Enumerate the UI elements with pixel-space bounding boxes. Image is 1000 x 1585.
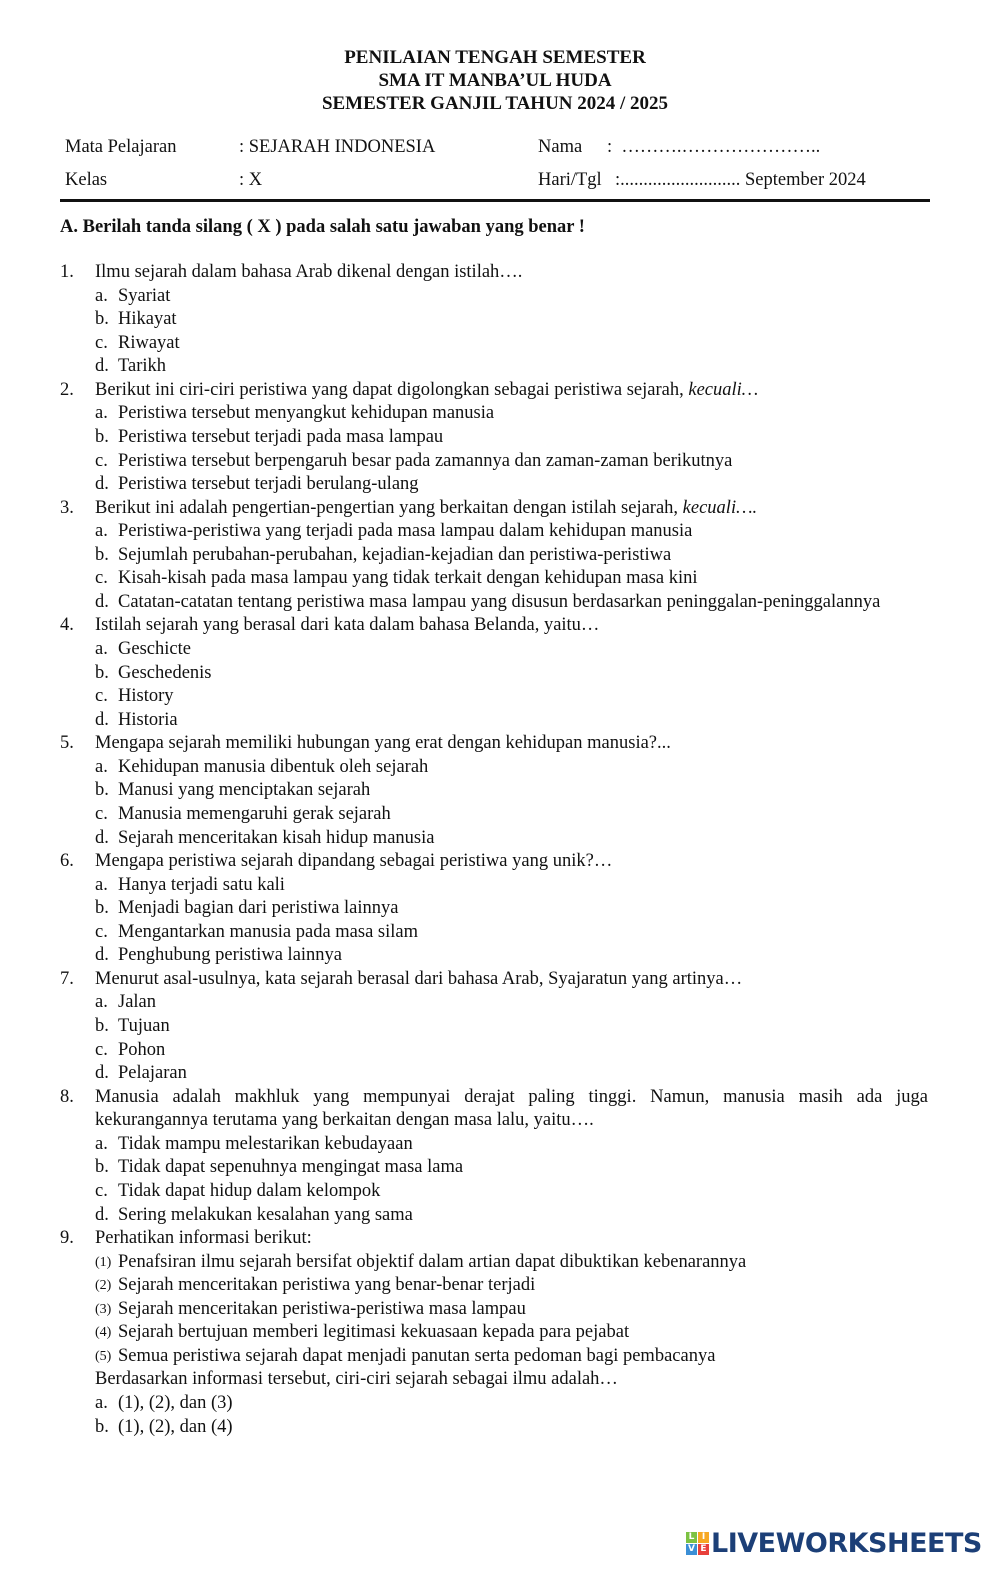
answer-option[interactable] [95, 1180, 928, 1204]
liveworksheets-logo [686, 1528, 982, 1559]
answer-option[interactable] [95, 944, 928, 968]
question-stem: Istilah sejarah yang berasal dari kata dalam bahasa Belanda, yaitu… [95, 615, 600, 636]
answer-option-label: d. [95, 709, 109, 730]
question-emphasis: kecuali… [688, 379, 759, 400]
answer-option-label: b. [95, 544, 109, 565]
answer-option-label: d. [95, 945, 109, 966]
question-text [95, 1227, 928, 1251]
answer-option-text: Syariat [118, 285, 171, 306]
logo-block: L [686, 1532, 697, 1543]
date-label: Hari/Tgl [538, 170, 602, 190]
answer-option-text: Manusia memengaruhi gerak sejarah [118, 803, 391, 824]
statement-text: Sejarah menceritakan peristiwa yang benar-benar terjadi [118, 1275, 536, 1296]
answer-option-label: b. [95, 309, 109, 330]
answer-option-label: a. [95, 639, 108, 659]
answer-option-text: Sejarah menceritakan kisah hidup manusia [118, 827, 435, 848]
answer-option-label: b. [95, 662, 109, 683]
answer-option[interactable] [95, 1416, 928, 1440]
question-text [95, 379, 928, 403]
answer-option-text: Tarikh [118, 356, 167, 377]
answer-option[interactable] [95, 308, 928, 332]
answer-option[interactable] [95, 426, 928, 450]
question-stem: Mengapa sejarah memiliki hubungan yang erat dengan kehidupan manusia?... [95, 733, 671, 754]
answer-option[interactable] [95, 402, 928, 426]
answer-option[interactable] [95, 803, 928, 827]
answer-option[interactable] [95, 591, 928, 615]
date-field: :.......................... September 2024 [615, 170, 866, 190]
question-number: 5. [60, 733, 74, 754]
question-1 [60, 261, 928, 285]
answer-option-text: Hikayat [118, 309, 177, 330]
answer-option[interactable] [95, 1133, 928, 1157]
question-5 [60, 732, 928, 756]
answer-option-text: Historia [118, 709, 178, 730]
statement [95, 1345, 928, 1369]
answer-option-text: Pohon [118, 1039, 166, 1060]
answer-option-text: Riwayat [118, 332, 180, 353]
statement [95, 1321, 928, 1345]
statement-text: Sejarah menceritakan peristiwa-peristiwa masa lampau [118, 1298, 526, 1319]
school-name: SMA IT MANBA’UL HUDA [378, 70, 612, 91]
answer-option[interactable] [95, 662, 928, 686]
answer-option[interactable] [95, 1204, 928, 1228]
answer-option-text: Manusi yang menciptakan sejarah [118, 780, 371, 801]
answer-option[interactable] [95, 544, 928, 568]
question-text [95, 1086, 928, 1133]
subject-label: Mata Pelajaran [65, 137, 177, 157]
answer-option-label: a. [95, 756, 108, 777]
answer-option-label: a. [95, 1393, 108, 1413]
statement-text: Penafsiran ilmu sejarah bersifat objektif dalam artian dapat dibuktikan kebenarannya [118, 1251, 747, 1272]
statement [95, 1274, 928, 1298]
answer-option-label: d. [95, 356, 109, 377]
question-2 [60, 379, 928, 403]
answer-option-label: c. [95, 332, 108, 353]
answer-option-label: b. [95, 898, 109, 919]
question-8 [60, 1086, 928, 1133]
answer-option[interactable] [95, 332, 928, 356]
answer-option-label: c. [95, 1180, 108, 1201]
statement-label: (5) [95, 1348, 112, 1364]
answer-option-label: c. [95, 921, 108, 942]
question-text [95, 261, 928, 285]
question-stem: Menurut asal-usulnya, kata sejarah berasal dari bahasa Arab, Syajaratun yang artinya… [95, 968, 743, 989]
question-stem: Manusia adalah makhluk yang mempunyai derajat paling tinggi. Namun, manusia masih ada juga kekurangannya terutama yang berkaitan dengan masa lalu, yaitu…. [95, 1086, 928, 1131]
answer-option-label: c. [95, 686, 108, 707]
answer-option-label: a. [95, 521, 108, 542]
answer-option[interactable] [95, 355, 928, 379]
answer-option-text: (1), (2), dan (3) [118, 1393, 233, 1413]
answer-option-label: a. [95, 1133, 108, 1154]
answer-option-text: Menjadi bagian dari peristiwa lainnya [118, 898, 399, 919]
question-followup: Berdasarkan informasi tersebut, ciri-ciri sejarah sebagai ilmu adalah… [95, 1369, 618, 1390]
header-divider [60, 199, 930, 202]
answer-option[interactable] [95, 756, 928, 780]
answer-option-label: d. [95, 474, 109, 495]
answer-option[interactable] [95, 285, 928, 309]
answer-option-text: Tidak dapat sepenuhnya mengingat masa lama [118, 1157, 464, 1178]
answer-option-text: Peristiwa tersebut terjadi pada masa lampau [118, 426, 444, 447]
statement-label: (3) [95, 1301, 112, 1317]
answer-option-label: d. [95, 1204, 109, 1225]
answer-option-text: Tujuan [118, 1016, 170, 1036]
question-4 [60, 614, 928, 638]
subject-value: : SEJARAH INDONESIA [239, 137, 436, 157]
logo-text: LIVEWORKSHEETS [711, 1528, 982, 1559]
answer-option-label: c. [95, 1039, 108, 1060]
class-value: : X [239, 170, 263, 190]
answer-option[interactable] [95, 450, 928, 474]
logo-block: E [698, 1544, 709, 1555]
answer-option-text: Hanya terjadi satu kali [118, 874, 285, 895]
answer-option[interactable] [95, 827, 928, 851]
question-text [95, 850, 928, 874]
answer-option-text: Kisah-kisah pada masa lampau yang tidak terkait dengan kehidupan masa kini [118, 568, 698, 589]
answer-option-text: Tidak dapat hidup dalam kelompok [118, 1180, 381, 1201]
question-number: 4. [60, 615, 74, 636]
answer-option[interactable] [95, 1062, 928, 1086]
question-stem: Perhatikan informasi berikut: [95, 1228, 312, 1249]
logo-block: I [698, 1532, 709, 1543]
answer-option-label: d. [95, 1063, 109, 1084]
class-label: Kelas [65, 170, 108, 190]
answer-option[interactable] [95, 473, 928, 497]
question-3 [60, 497, 928, 521]
answer-option[interactable] [95, 921, 928, 945]
answer-option-text: Sering melakukan kesalahan yang sama [118, 1204, 413, 1225]
answer-option[interactable] [95, 520, 928, 544]
statement-label: (2) [95, 1278, 112, 1294]
answer-option-label: a. [95, 874, 108, 895]
answer-option-text: Kehidupan manusia dibentuk oleh sejarah [118, 756, 429, 777]
question-6 [60, 850, 928, 874]
question-text [95, 497, 928, 521]
statement-label: (4) [95, 1325, 112, 1341]
answer-option-text: Peristiwa tersebut menyangkut kehidupan manusia [118, 403, 495, 424]
exam-title: PENILAIAN TENGAH SEMESTER [344, 47, 646, 68]
question-stem: Ilmu sejarah dalam bahasa Arab dikenal dengan istilah…. [95, 262, 523, 282]
answer-option-label: a. [95, 403, 108, 424]
answer-option[interactable] [95, 1156, 928, 1180]
answer-option-label: a. [95, 285, 108, 306]
answer-option[interactable] [95, 1039, 928, 1063]
question-number: 2. [60, 379, 74, 400]
answer-option-text: Mengantarkan manusia pada masa silam [118, 921, 419, 942]
logo-block: V [686, 1544, 697, 1555]
answer-option[interactable] [95, 874, 928, 898]
answer-option-label: c. [95, 568, 108, 589]
question-number: 8. [60, 1086, 74, 1107]
answer-option[interactable] [95, 897, 928, 921]
answer-option-text: Geschicte [118, 639, 191, 659]
semester-year: SEMESTER GANJIL TAHUN 2024 / 2025 [321, 93, 669, 114]
answer-option-label: b. [95, 780, 109, 801]
question-number: 9. [60, 1228, 74, 1249]
answer-option[interactable] [95, 638, 928, 662]
answer-option-text: Geschedenis [118, 662, 212, 683]
question-text [95, 732, 928, 756]
answer-option-text: Pelajaran [118, 1063, 187, 1084]
question-emphasis: kecuali…. [682, 497, 758, 518]
answer-option-text: Peristiwa-peristiwa yang terjadi pada masa lampau dalam kehidupan manusia [118, 521, 693, 542]
answer-option-label: d. [95, 591, 109, 612]
answer-option[interactable] [95, 685, 928, 709]
answer-option-text: Peristiwa tersebut terjadi berulang-ulang [118, 474, 419, 495]
question-list [60, 261, 928, 1439]
answer-option-label: b. [95, 426, 109, 447]
answer-option-text: Tidak mampu melestarikan kebudayaan [118, 1133, 413, 1154]
name-field: : ……….………………….. [607, 137, 821, 157]
answer-option-label: c. [95, 803, 108, 824]
answer-option[interactable] [95, 779, 928, 803]
answer-option-label: b. [95, 1416, 109, 1437]
statement [95, 1251, 928, 1275]
answer-option[interactable] [95, 567, 928, 591]
question-stem: Mengapa peristiwa sejarah dipandang sebagai peristiwa yang unik?… [95, 851, 613, 872]
question-number: 6. [60, 851, 74, 872]
statement-label: (1) [95, 1254, 112, 1270]
logo-blocks-icon [686, 1532, 709, 1555]
name-label: Nama [538, 137, 583, 157]
question-stem: Berikut ini ciri-ciri peristiwa yang dapat digolongkan sebagai peristiwa sejarah, [95, 379, 689, 400]
answer-option[interactable] [95, 991, 928, 1015]
question-9 [60, 1227, 928, 1251]
answer-option[interactable] [95, 1015, 928, 1039]
answer-option-text: (1), (2), dan (4) [118, 1416, 233, 1437]
statement [95, 1298, 928, 1322]
answer-option-text: History [118, 686, 174, 707]
answer-option-text: Catatan-catatan tentang peristiwa masa lampau yang disusun berdasarkan peninggalan-peninggalannya [118, 591, 881, 612]
answer-option-label: b. [95, 1016, 109, 1036]
answer-option-text: Peristiwa tersebut berpengaruh besar pada zamannya dan zaman-zaman berikutnya [118, 450, 733, 471]
question-number: 1. [60, 262, 74, 282]
question-number: 3. [60, 497, 74, 518]
answer-option-text: Jalan [118, 992, 157, 1013]
answer-option-text: Penghubung peristiwa lainnya [118, 945, 343, 966]
answer-option-label: c. [95, 450, 108, 471]
question-stem: Berikut ini adalah pengertian-pengertian yang berkaitan dengan istilah sejarah, [95, 497, 683, 518]
question-7 [60, 968, 928, 992]
section-instruction: A. Berilah tanda silang ( X ) pada salah satu jawaban yang benar ! [60, 217, 585, 237]
answer-option[interactable] [95, 1392, 928, 1416]
answer-option[interactable] [95, 709, 928, 733]
question-text [95, 968, 928, 992]
statement-text: Semua peristiwa sejarah dapat menjadi panutan serta pedoman bagi pembacanya [118, 1345, 716, 1366]
question-number: 7. [60, 968, 74, 989]
answer-option-label: a. [95, 992, 108, 1013]
statement-text: Sejarah bertujuan memberi legitimasi kekuasaan kepada para pejabat [118, 1322, 630, 1343]
question-text [95, 614, 928, 638]
answer-option-text: Sejumlah perubahan-perubahan, kejadian-kejadian dan peristiwa-peristiwa [118, 544, 672, 565]
answer-option-label: d. [95, 827, 109, 848]
answer-option-label: b. [95, 1157, 109, 1178]
